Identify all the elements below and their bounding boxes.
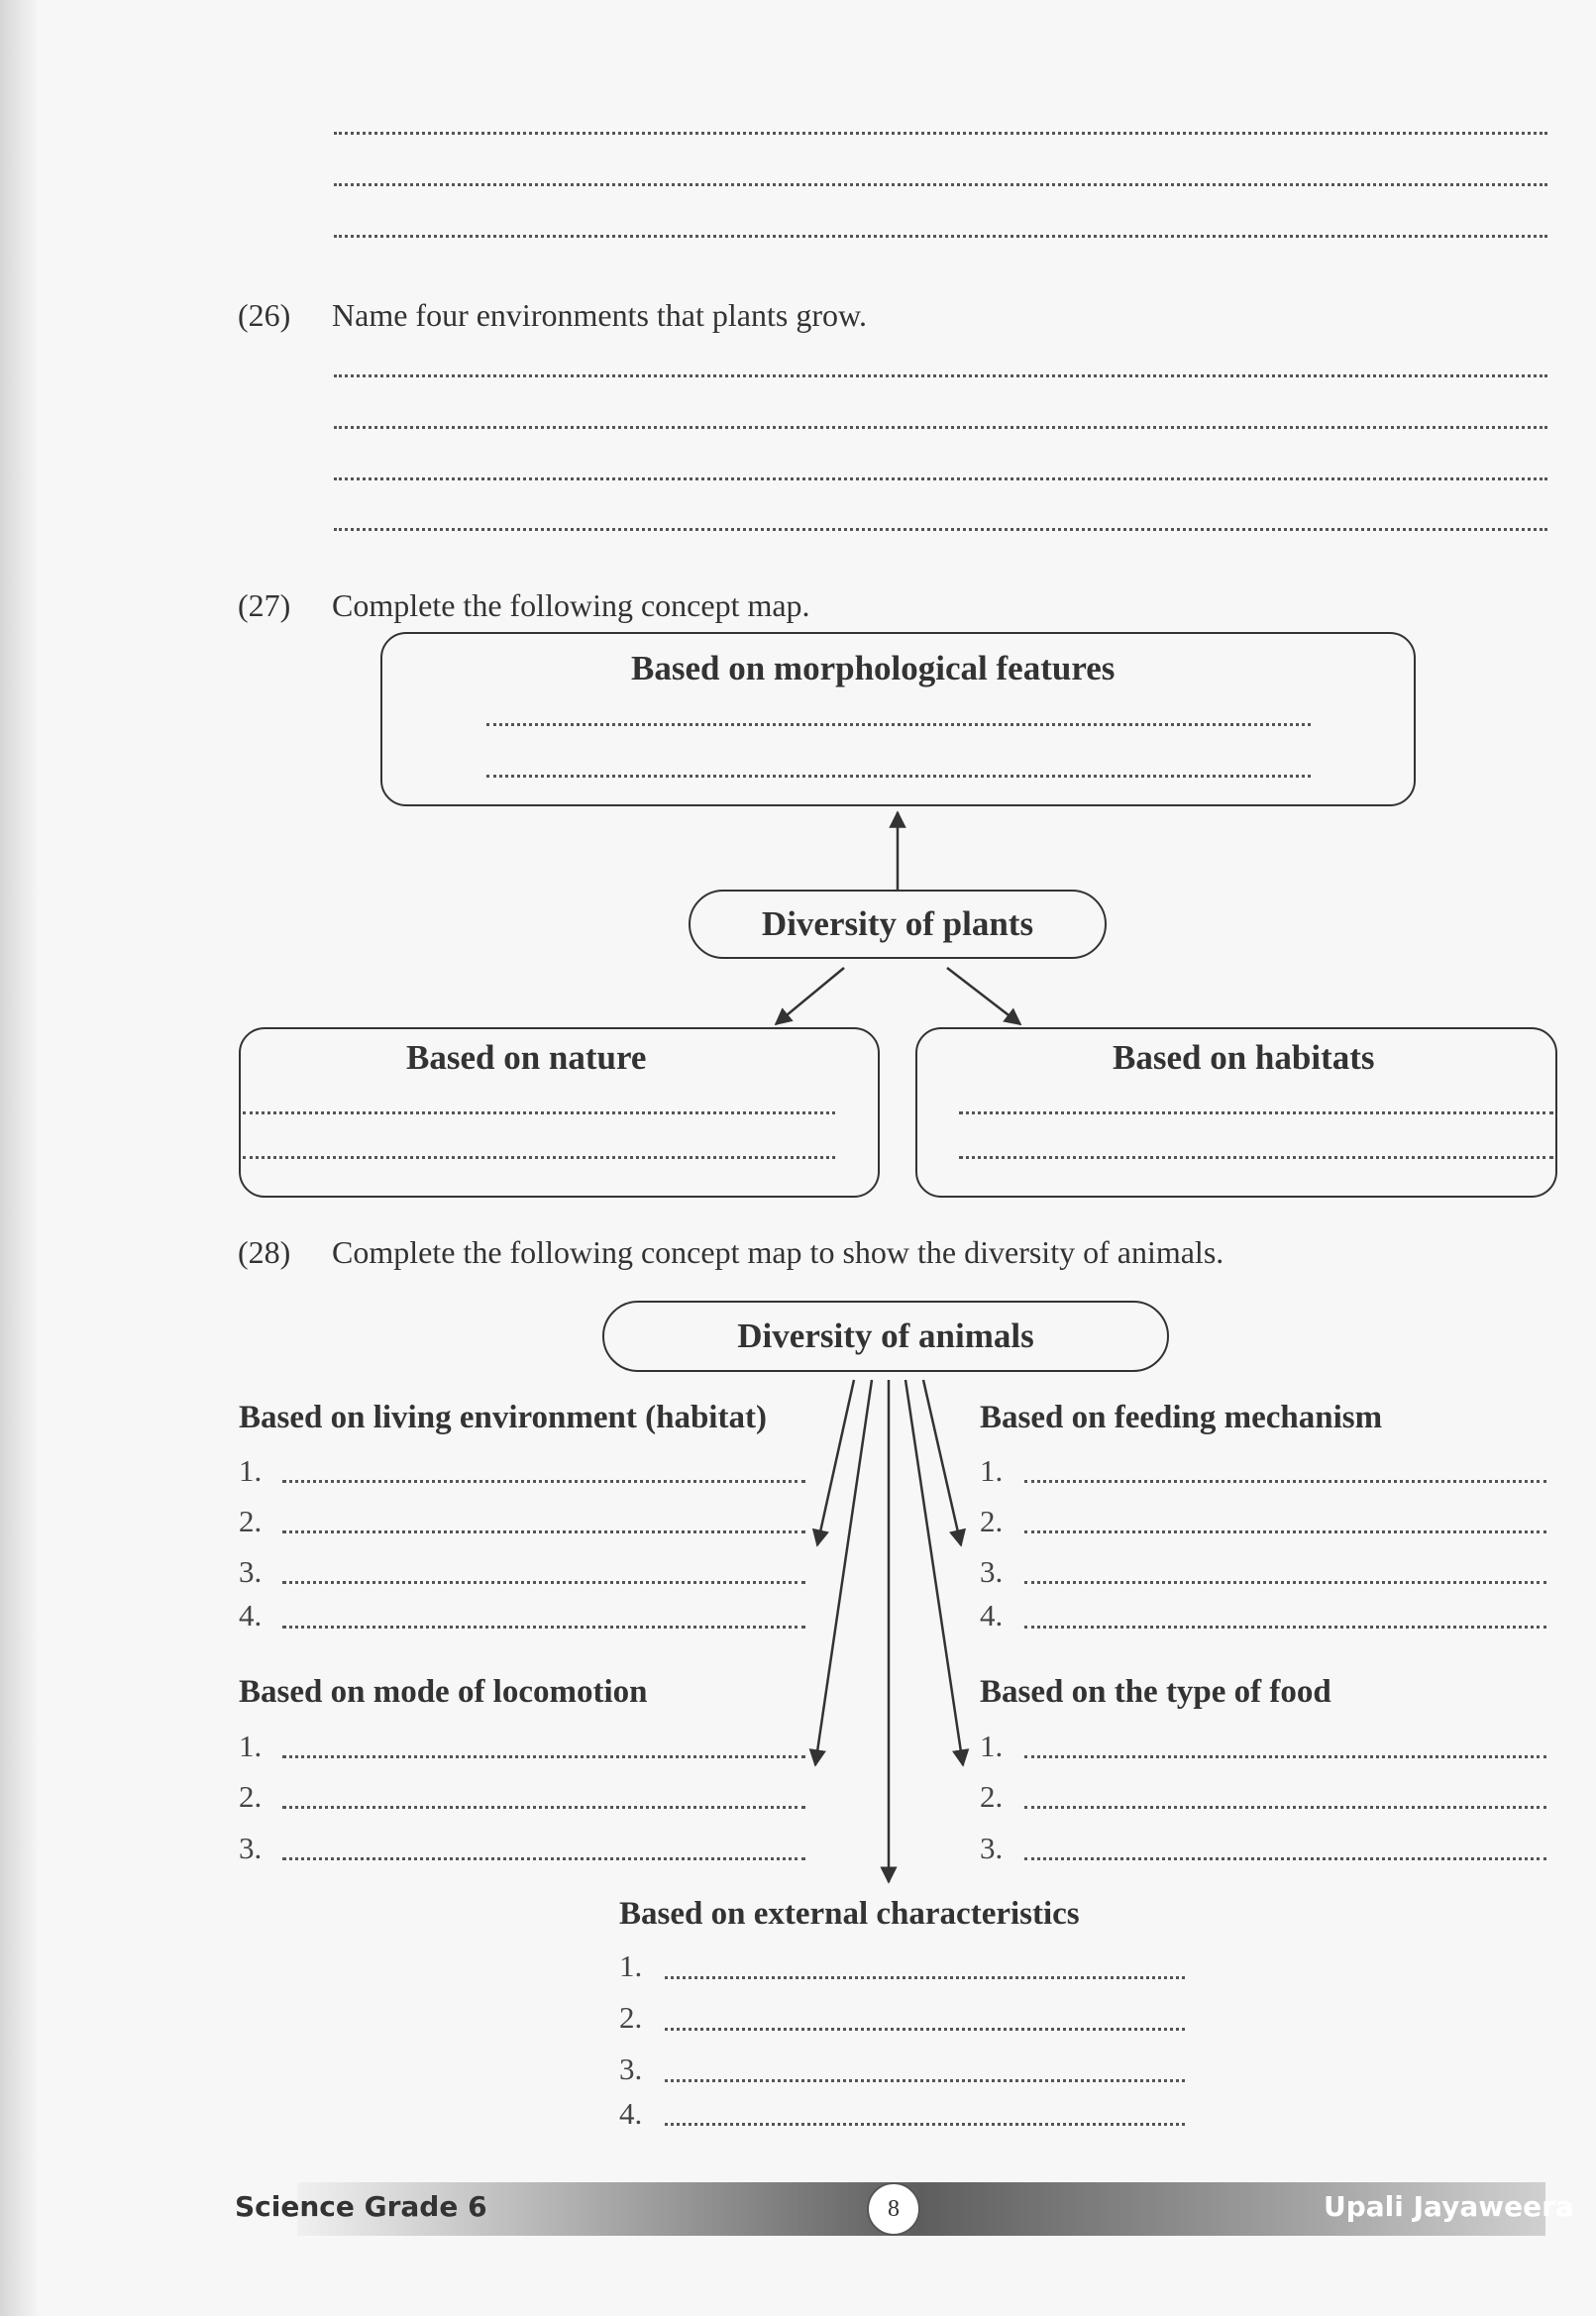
question-text: Complete the following concept map. (332, 587, 810, 623)
question-text: Complete the following concept map to show the diversity of animals. (332, 1234, 1224, 1270)
item-number: 1. (239, 1729, 263, 1763)
concept-center-animals: Diversity of animals (602, 1301, 1169, 1372)
question-number: (28) (238, 1234, 291, 1270)
category-title-food: Based on the type of food (980, 1674, 1331, 1710)
category-title-locomotion: Based on mode of locomotion (239, 1674, 648, 1710)
item-number: 3. (239, 1554, 263, 1589)
item-number: 4. (239, 1598, 263, 1632)
category-title-external: Based on external characteristics (619, 1896, 1080, 1932)
question-text: Name four environments that plants grow. (332, 297, 868, 333)
item-number: 3. (619, 2052, 643, 2086)
item-number: 3. (980, 1831, 1004, 1865)
item-number: 2. (980, 1504, 1004, 1538)
item-number: 1. (619, 1948, 643, 1983)
concept-box-title: Based on habitats (1113, 1038, 1375, 1077)
item-number: 2. (239, 1779, 263, 1814)
question-number: (26) (238, 297, 291, 333)
concept-box-title: Based on nature (406, 1038, 647, 1077)
concept-box-title: Based on morphological features (631, 649, 1116, 687)
arrow-to-locomotion (815, 1380, 872, 1765)
footer-subject: Science Grade 6 (235, 2190, 487, 2223)
item-number: 2. (619, 2000, 643, 2035)
page-number: 8 (867, 2182, 920, 2236)
footer-author: Upali Jayaweera (1324, 2190, 1574, 2223)
item-number: 1. (980, 1453, 1004, 1488)
item-number: 4. (619, 2096, 643, 2131)
category-title-habitat: Based on living environment (habitat) (239, 1400, 767, 1435)
item-number: 1. (239, 1453, 263, 1488)
category-title-feeding: Based on feeding mechanism (980, 1400, 1383, 1435)
item-number: 1. (980, 1729, 1004, 1763)
item-number: 3. (239, 1831, 263, 1865)
arrow-to-feeding (923, 1380, 961, 1545)
item-number: 4. (980, 1598, 1004, 1632)
arrow-to-habitats (947, 968, 1020, 1024)
arrow-to-nature (776, 968, 844, 1024)
item-number: 2. (239, 1504, 263, 1538)
question-number: (27) (238, 587, 291, 623)
item-number: 2. (980, 1779, 1004, 1814)
arrow-to-food (905, 1380, 963, 1765)
concept-center-plants: Diversity of plants (689, 890, 1107, 959)
arrow-to-habitat (817, 1380, 854, 1545)
item-number: 3. (980, 1554, 1004, 1589)
